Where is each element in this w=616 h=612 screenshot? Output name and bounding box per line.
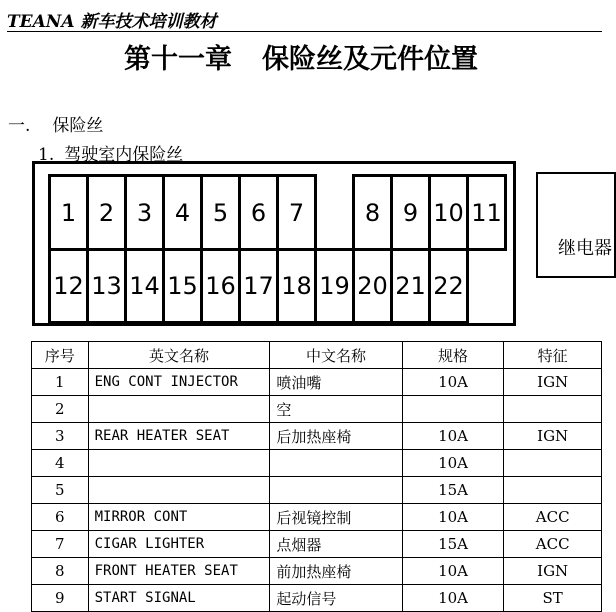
table-row	[32, 396, 602, 423]
fuse-cell: 4	[162, 174, 203, 251]
fuse-cell: 18	[276, 248, 317, 324]
table-cell	[88, 477, 270, 504]
table-cell: 点烟器	[270, 531, 402, 558]
table-cell	[270, 477, 402, 504]
fuse-cell: 10	[428, 174, 469, 251]
fuse-cell: 19	[314, 248, 355, 324]
header-rule	[7, 31, 602, 32]
table-cell: 10A	[402, 450, 504, 477]
table-cell: 后加热座椅	[270, 423, 402, 450]
document-header: TEANA 新车技术培训教材	[7, 12, 217, 32]
subsection-number: 1.	[38, 145, 55, 165]
table-row	[32, 423, 602, 450]
table-cell: 前加热座椅	[270, 558, 402, 585]
header-cell: 特征	[504, 342, 602, 369]
chapter-name: 保险丝及元件位置	[262, 44, 478, 75]
table-cell: 9	[32, 585, 89, 612]
table-row	[32, 531, 602, 558]
table-row	[32, 450, 602, 477]
fuse-cell: 13	[86, 248, 127, 324]
table-cell: 10A	[402, 585, 504, 612]
table-cell: CIGAR LIGHTER	[88, 531, 270, 558]
table-header-row	[32, 342, 602, 369]
fuse-cell: 5	[200, 174, 241, 251]
table-row	[32, 369, 602, 396]
chapter-number: 第十一章	[124, 44, 232, 75]
table-row	[32, 558, 602, 585]
fuse-cell: 22	[428, 248, 469, 324]
table-cell: ACC	[504, 531, 602, 558]
fuse-cell: 20	[352, 248, 393, 324]
relay-box	[536, 172, 616, 278]
fuse-cell: 1	[48, 174, 89, 251]
header-cell: 英文名称	[88, 342, 270, 369]
table-cell: 5	[32, 477, 89, 504]
fuse-cell: 7	[276, 174, 317, 251]
section-heading	[8, 111, 103, 136]
table-row	[32, 504, 602, 531]
table-cell	[402, 396, 504, 423]
table-cell: IGN	[504, 558, 602, 585]
fuse-cell: 11	[466, 174, 507, 251]
table-cell: 喷油嘴	[270, 369, 402, 396]
table-cell	[88, 396, 270, 423]
fuse-cell: 17	[238, 248, 279, 324]
fuse-cell: 3	[124, 174, 165, 251]
table-cell: 1	[32, 369, 89, 396]
table-cell: 2	[32, 396, 89, 423]
header-cell: 中文名称	[270, 342, 402, 369]
table-cell: IGN	[504, 423, 602, 450]
table-cell: 15A	[402, 531, 504, 558]
table-cell	[504, 396, 602, 423]
fuse-cell: 2	[86, 174, 127, 251]
table-cell: ACC	[504, 504, 602, 531]
table-cell	[504, 450, 602, 477]
table-cell: 起动信号	[270, 585, 402, 612]
table-cell: 4	[32, 450, 89, 477]
header-cell: 序号	[32, 342, 89, 369]
chapter-title	[0, 37, 602, 76]
fuse-table	[31, 341, 602, 612]
header-cell: 规格	[402, 342, 504, 369]
table-cell: 3	[32, 423, 89, 450]
fuse-cell: 21	[390, 248, 431, 324]
table-cell: REAR HEATER SEAT	[88, 423, 270, 450]
table-cell: 10A	[402, 369, 504, 396]
table-cell	[270, 450, 402, 477]
table-cell: MIRROR CONT	[88, 504, 270, 531]
table-cell: ENG CONT INJECTOR	[88, 369, 270, 396]
fuse-cell: 6	[238, 174, 279, 251]
table-cell: 空	[270, 396, 402, 423]
table-row	[32, 585, 602, 612]
table-cell: 后视镜控制	[270, 504, 402, 531]
table-cell: 7	[32, 531, 89, 558]
relay-label: 继电器	[558, 238, 612, 259]
table-row	[32, 477, 602, 504]
table-cell: 6	[32, 504, 89, 531]
fuse-cell: 15	[162, 248, 203, 324]
table-cell: 10A	[402, 504, 504, 531]
table-cell: 10A	[402, 558, 504, 585]
subsection-title: 驾驶室内保险丝	[64, 145, 184, 165]
table-cell	[504, 477, 602, 504]
fuse-cell: 14	[124, 248, 165, 324]
table-cell: 10A	[402, 423, 504, 450]
table-cell: FRONT HEATER SEAT	[88, 558, 270, 585]
table-cell: ST	[504, 585, 602, 612]
fuse-cell: 16	[200, 248, 241, 324]
section-number: 一.	[8, 116, 31, 136]
table-cell: START SIGNAL	[88, 585, 270, 612]
fuse-cell: 12	[48, 248, 89, 324]
table-cell: 15A	[402, 477, 504, 504]
section-title: 保险丝	[52, 116, 104, 136]
fuse-cell: 8	[352, 174, 393, 251]
table-cell: IGN	[504, 369, 602, 396]
table-cell: 8	[32, 558, 89, 585]
fuse-cell: 9	[390, 174, 431, 251]
table-cell	[88, 450, 270, 477]
